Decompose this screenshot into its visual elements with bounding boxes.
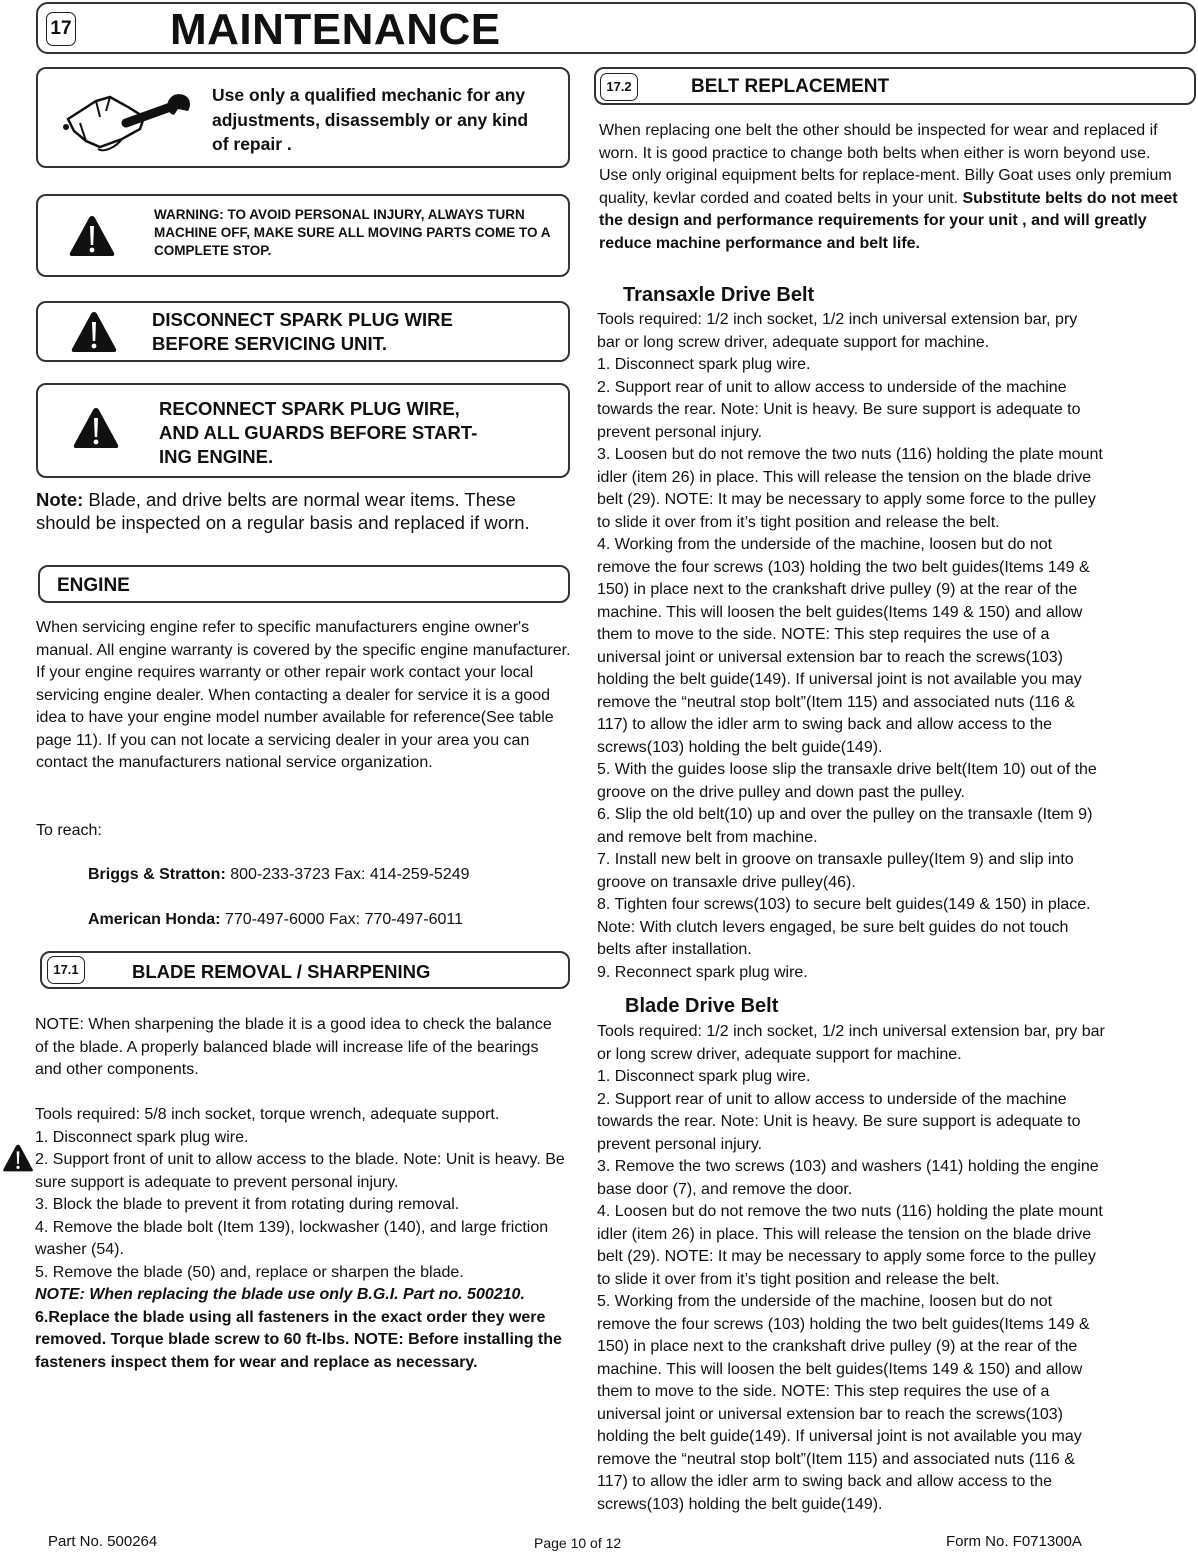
- instruction-line: machine. This will loosen the belt guides(Items 149 & 150) and allow: [597, 603, 1083, 621]
- instruction-line: 4. Working from the underside of the machine, loosen but do not: [597, 536, 1053, 553]
- blade-tools: Tools required: 5/8 inch socket, torque wrench, adequate support.: [35, 1106, 500, 1123]
- qualified-mechanic-box: [36, 67, 570, 168]
- engine-heading-box: [38, 565, 570, 603]
- instruction-line: 3. Loosen but do not remove the two nuts (116) holding the plate mount: [597, 446, 1103, 463]
- warning-reconnect-line2: AND ALL GUARDS BEFORE START-: [159, 422, 478, 443]
- qualified-mechanic-text: Use only a qualified mechanic for any adjustments, disassembly or any kind of repair .: [212, 85, 529, 154]
- instruction-line: remove the “neutral stop bolt”(Item 115) and associated nuts (116 &: [597, 1450, 1075, 1468]
- instruction-line: Tools required: 1/2 inch socket, 1/2 inch universal extension bar, pry bar: [597, 1023, 1105, 1040]
- note-text: Blade, and drive belts are normal wear items. These should be inspected on a regular basis and replaced if worn.: [36, 489, 530, 533]
- belt-intro-text: When replacing one belt the other should be inspected for wear and replaced if worn. It is good practice to change both belts when either is worn beyond use. Use only original equipment belts for replace-ment. Billy Goat uses only premium quality, kevlar corded and coated belts in your unit.: [599, 122, 1172, 207]
- page-title: MAINTENANCE: [170, 5, 501, 54]
- instruction-line: remove the four screws (103) holding the two belt guides(Items 149 &: [597, 1315, 1090, 1333]
- instruction-line: universal joint or universal extension bar to reach the screws(103): [597, 1405, 1064, 1423]
- footer-part-number: Part No. 500264: [48, 1533, 158, 1550]
- briggs-contact: [88, 864, 470, 887]
- blade-step-4: 4. Remove the blade bolt (Item 139), lockwasher (140), and large friction washer (54).: [35, 1218, 549, 1258]
- instruction-line: 4. Loosen but do not remove the two nuts (116) holding the plate mount: [597, 1203, 1103, 1220]
- instruction-line: screws(103) holding the belt guide(149).: [597, 1495, 883, 1513]
- instruction-line: to slide it over from it’s tight position and release the belt.: [597, 513, 1000, 531]
- instruction-line: 117) to allow the idler arm to swing back and allow access to the: [597, 716, 1053, 733]
- instruction-line: to slide it over from it’s tight position and release the belt.: [597, 1270, 1000, 1288]
- warning-turn-off-box: [36, 194, 570, 277]
- section-header: [36, 2, 1196, 54]
- to-reach-label: To reach:: [36, 822, 102, 839]
- instruction-line: them to move to the side. NOTE: This step requires the use of a: [597, 1383, 1050, 1400]
- blade-heading-box: [40, 951, 570, 989]
- blade-step-3: 3. Block the blade to prevent it from rotating during removal.: [35, 1196, 460, 1213]
- belt-intro-bold: Substitute belts do not meet the design and performance requirements for your unit , and will greatly reduce machine performance and belt life.: [599, 189, 1178, 252]
- instruction-line: them to move to the side. NOTE: This step requires the use of a: [597, 626, 1050, 643]
- instruction-line: towards the rear. Note: Unit is heavy. Be sure support is adequate to: [597, 1113, 1081, 1130]
- blade-body: [35, 1014, 565, 1374]
- instruction-line: 1. Disconnect spark plug wire.: [597, 1068, 811, 1085]
- instruction-line: 2. Support rear of unit to allow access to underside of the machine: [597, 1090, 1067, 1108]
- instruction-line: prevent personal injury.: [597, 423, 763, 441]
- instruction-line: 7. Install new belt in groove on transaxle pulley(Item 9) and slip into: [597, 851, 1074, 868]
- warning-disconnect-line1: DISCONNECT SPARK PLUG WIRE: [152, 309, 453, 330]
- blade-step-5: 5. Remove the blade (50) and, replace or sharpen the blade.: [35, 1263, 464, 1281]
- instruction-line: idler (item 26) in place. This will release the tension on the blade drive: [597, 468, 1092, 486]
- instruction-line: 9. Reconnect spark plug wire.: [597, 963, 808, 981]
- transaxle-body: [597, 309, 1197, 984]
- belt-heading-box: [594, 67, 1196, 105]
- warning-turn-off-text: WARNING: TO AVOID PERSONAL INJURY, ALWAYS TURN MACHINE OFF, MAKE SURE ALL MOVING PARTS COME TO A COMPLETE STOP.: [154, 207, 551, 258]
- belt-section-badge: 17.2: [600, 73, 638, 101]
- instruction-line: and remove belt from machine.: [597, 828, 818, 846]
- instruction-line: or long screw driver, adequate support for machine.: [597, 1045, 962, 1063]
- warning-reconnect-line1: RECONNECT SPARK PLUG WIRE,: [159, 398, 460, 419]
- instruction-line: 5. Working from the underside of the machine, loosen but do not: [597, 1293, 1053, 1310]
- engine-body-text: When servicing engine refer to specific manufacturers engine owner's manual. All engine warranty is covered by the specific engine manufacturer. If your engine requires warranty or other repair work contact your local servicing engine dealer. When contacting a dealer for service it is a good idea to have your engine model number available for reference(See table page 11). If you can not locate a servicing dealer in your area you can contact the manufacturers national service organization.: [36, 619, 571, 771]
- instruction-line: groove on transaxle drive pulley(46).: [597, 873, 856, 891]
- instruction-line: belt (29). NOTE: It may be necessary to apply some force to the pulley: [597, 1248, 1096, 1265]
- instruction-line: belts after installation.: [597, 941, 752, 958]
- instruction-line: 8. Tighten four screws(103) to secure belt guides(149 & 150) in place.: [597, 896, 1091, 913]
- honda-value: 770-497-6000 Fax: 770-497-6011: [220, 911, 464, 928]
- instruction-line: holding the belt guide(149). If universal joint is not available you may: [597, 1428, 1082, 1445]
- instruction-line: 3. Remove the two screws (103) and washers (141) holding the engine: [597, 1158, 1099, 1175]
- instruction-line: 6. Slip the old belt(10) up and over the pulley on the transaxle (Item 9): [597, 806, 1093, 823]
- transaxle-heading: Transaxle Drive Belt: [623, 284, 815, 306]
- belt-heading: BELT REPLACEMENT: [691, 76, 890, 97]
- blade-note: NOTE: When sharpening the blade it is a good idea to check the balance of the blade. A properly balanced blade will increase life of the bearings and other components.: [35, 1016, 552, 1078]
- instruction-line: 1. Disconnect spark plug wire.: [597, 356, 811, 373]
- blade-section-badge: 17.1: [47, 956, 85, 984]
- section-number-badge: 17: [46, 12, 76, 46]
- note-label: Note:: [36, 489, 84, 510]
- engine-heading: ENGINE: [57, 575, 130, 596]
- instruction-line: 117) to allow the idler arm to swing back and allow access to the: [597, 1473, 1053, 1490]
- instruction-line: groove on the drive pulley and down past the pulley.: [597, 783, 965, 801]
- wrench-hand-icon: [56, 83, 196, 155]
- blade-drive-heading: Blade Drive Belt: [625, 995, 779, 1017]
- blade-step-1: 1. Disconnect spark plug wire.: [35, 1128, 249, 1146]
- warning-triangle-icon: [68, 214, 116, 258]
- warning-triangle-icon: [72, 406, 120, 450]
- instruction-line: prevent personal injury.: [597, 1135, 763, 1153]
- footer-form-number: Form No. F071300A: [946, 1533, 1082, 1550]
- warning-reconnect-box: [36, 383, 570, 478]
- belt-intro: [599, 120, 1183, 255]
- blade-drive-body: [597, 1021, 1197, 1516]
- instruction-line: screws(103) holding the belt guide(149).: [597, 738, 883, 756]
- warning-reconnect-line3: ING ENGINE.: [159, 446, 274, 467]
- blade-step-2: 2. Support front of unit to allow access to the blade. Note: Unit is heavy. Be sure support is adequate to prevent personal injury.: [35, 1151, 565, 1191]
- honda-label: American Honda:: [88, 911, 221, 928]
- instruction-line: 150) in place next to the crankshaft drive pulley (9) at the rear of the: [597, 1338, 1078, 1355]
- instruction-line: base door (7), and remove the door.: [597, 1180, 853, 1198]
- instruction-line: universal joint or universal extension bar to reach the screws(103): [597, 648, 1064, 666]
- instruction-line: 5. With the guides loose slip the transaxle drive belt(Item 10) out of the: [597, 761, 1097, 778]
- instruction-line: idler (item 26) in place. This will release the tension on the blade drive: [597, 1225, 1092, 1243]
- warning-triangle-icon: [2, 1143, 34, 1173]
- warning-disconnect-box: [36, 301, 570, 362]
- honda-contact: [88, 909, 463, 932]
- instruction-line: machine. This will loosen the belt guides(Items 149 & 150) and allow: [597, 1360, 1083, 1378]
- warning-disconnect-line2: BEFORE SERVICING UNIT.: [152, 333, 388, 354]
- instruction-line: bar or long screw driver, adequate support for machine.: [597, 333, 990, 351]
- wear-items-note: [36, 489, 556, 534]
- instruction-line: towards the rear. Note: Unit is heavy. Be sure support is adequate to: [597, 401, 1081, 418]
- instruction-line: remove the four screws (103) holding the two belt guides(Items 149 &: [597, 558, 1090, 576]
- instruction-line: holding the belt guide(149). If universal joint is not available you may: [597, 671, 1082, 688]
- briggs-label: Briggs & Stratton:: [88, 866, 226, 883]
- engine-body: [36, 617, 582, 775]
- instruction-line: Note: With clutch levers engaged, be sure belt guides do not touch: [597, 918, 1069, 936]
- blade-part-note: NOTE: When replacing the blade use only B.G.I. Part no. 500210.: [35, 1286, 525, 1303]
- blade-step-6: 6.Replace the blade using all fasteners in the exact order they were removed. Torque blade screw to 60 ft-lbs. NOTE: Before installing the fasteners inspect them for wear and replace as necessary.: [35, 1308, 562, 1371]
- warning-triangle-icon: [70, 310, 118, 354]
- footer-page-number: Page 10 of 12: [534, 1535, 622, 1551]
- briggs-value: 800-233-3723 Fax: 414-259-5249: [225, 866, 470, 883]
- instruction-line: remove the “neutral stop bolt”(Item 115) and associated nuts (116 &: [597, 693, 1075, 711]
- instruction-line: 150) in place next to the crankshaft drive pulley (9) at the rear of the: [597, 581, 1078, 598]
- instruction-line: belt (29). NOTE: It may be necessary to apply some force to the pulley: [597, 491, 1096, 508]
- blade-heading: BLADE REMOVAL / SHARPENING: [132, 961, 431, 982]
- instruction-line: Tools required: 1/2 inch socket, 1/2 inch universal extension bar, pry: [597, 311, 1078, 328]
- instruction-line: 2. Support rear of unit to allow access to underside of the machine: [597, 378, 1067, 396]
